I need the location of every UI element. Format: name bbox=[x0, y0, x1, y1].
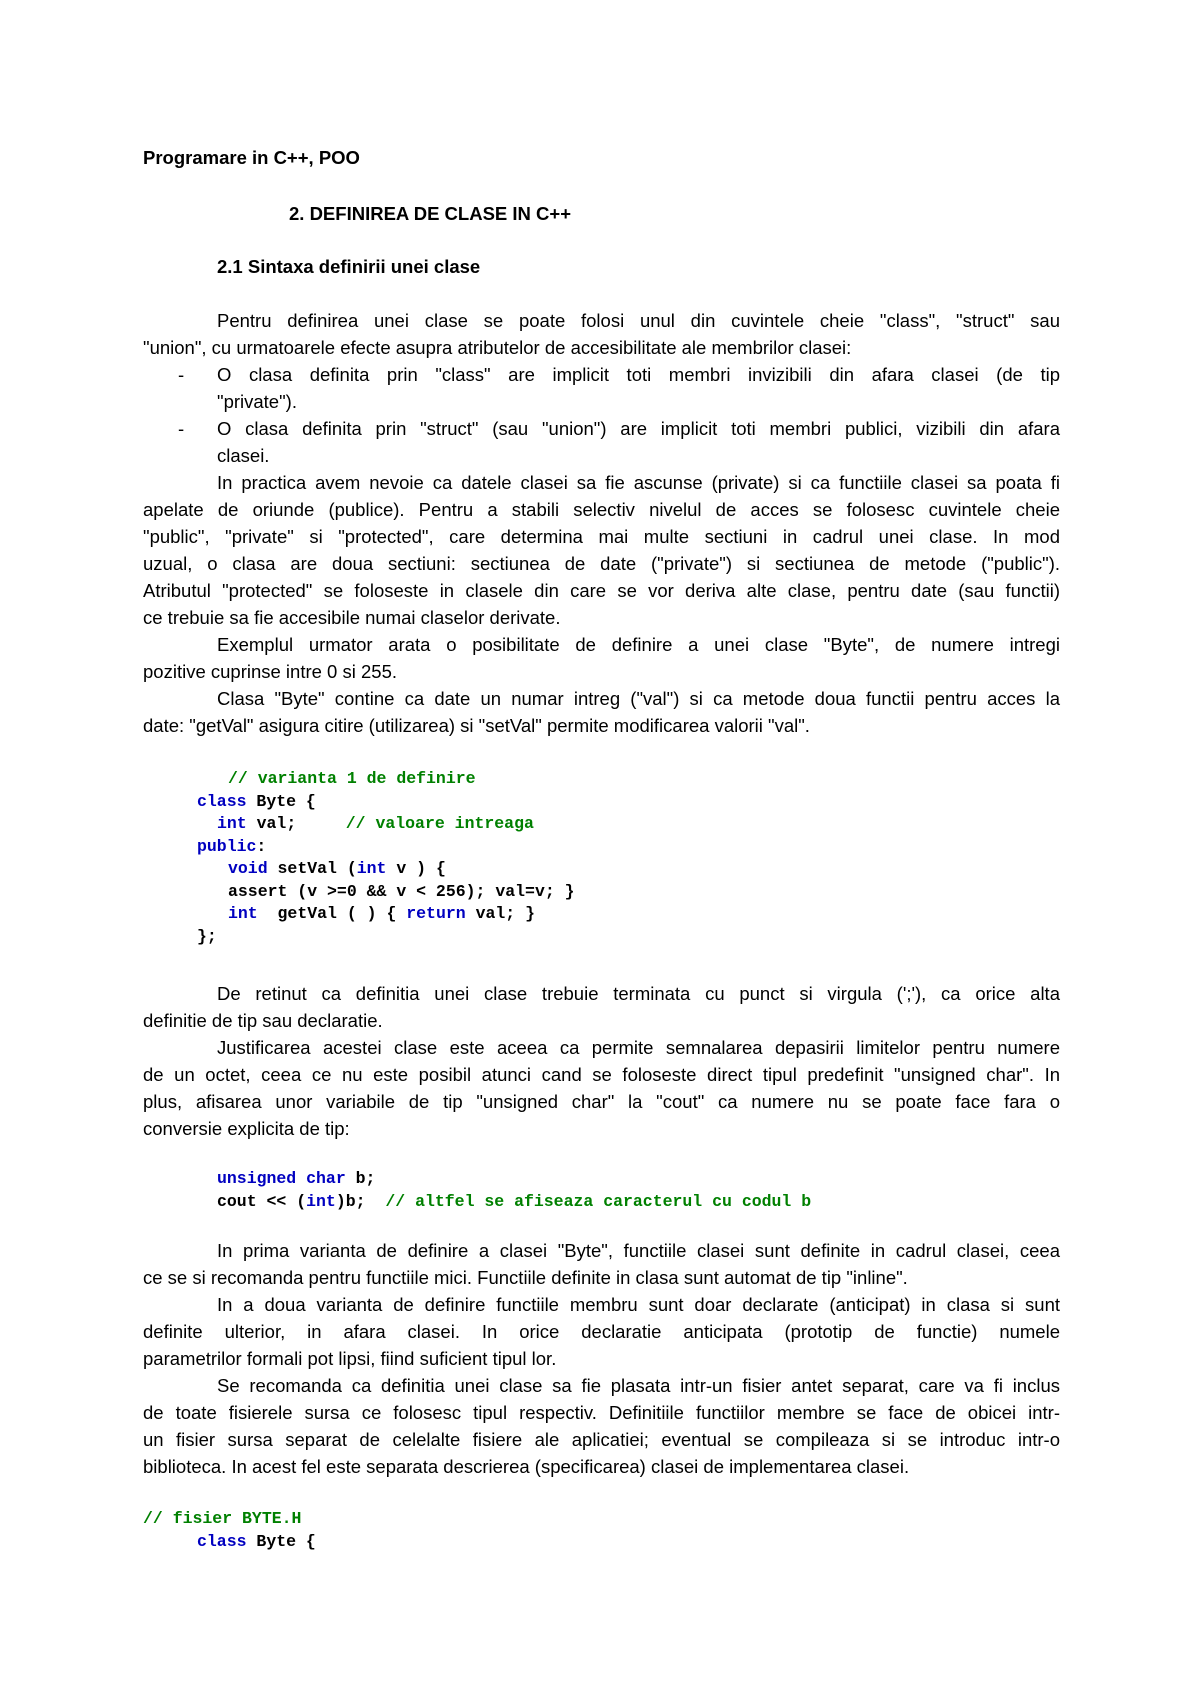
bullet-1-line-1: O clasa definita prin "class" are implicit toti membri invizibili din afara clasei (de tip bbox=[217, 364, 1060, 385]
code-keyword: class bbox=[197, 1532, 247, 1551]
intro-line-2: "union", cu urmatoarele efecte asupra atributelor de accesibilitate ale membrilor clasei: bbox=[143, 337, 852, 358]
code-line bbox=[228, 881, 575, 904]
example-line-2: pozitive cuprinse intre 0 si 255. bbox=[143, 661, 397, 682]
code-line bbox=[217, 813, 534, 836]
code-comment: // fisier BYTE.H bbox=[143, 1509, 302, 1528]
code-comment: // valoare intreaga bbox=[345, 814, 534, 833]
byte-line-1: Clasa "Byte" contine ca date un numar intreg ("val") si ca metode doua functii pentru acces la bbox=[217, 688, 1060, 709]
code-line bbox=[197, 926, 217, 949]
practice-line-5: Atributul "protected" se foloseste in clasele din care se vor deriva alte clase, pentru date (sau functii) bbox=[143, 580, 1060, 601]
retinut-line-1: De retinut ca definitia unei clase trebuie terminata cu punct si virgula (';'), ca orice alta bbox=[217, 983, 1060, 1004]
code-keyword: int bbox=[217, 814, 247, 833]
code-text: val; bbox=[246, 814, 346, 833]
adoua-line-3: parametrilor formali pot lipsi, fiind suficient tipul lor. bbox=[143, 1348, 557, 1369]
code-line bbox=[217, 1191, 811, 1214]
bullet-2-line-2: clasei. bbox=[217, 445, 270, 466]
justif-line-1: Justificarea acestei clase este aceea ca permite semnalarea depasirii limitelor pentru numere bbox=[217, 1037, 1060, 1058]
code-line bbox=[197, 836, 266, 859]
code-text: b; bbox=[345, 1169, 376, 1188]
byte-line-2: date: "getVal" asigura citire (utilizarea) si "setVal" permite modificarea valorii "val". bbox=[143, 715, 810, 736]
code-keyword: int bbox=[228, 904, 258, 923]
adoua-line-1: In a doua varianta de definire functiile membru sunt doar declarate (anticipat) in clasa si sunt bbox=[217, 1294, 1060, 1315]
code-line bbox=[228, 768, 476, 791]
recomanda-line-2: de toate fisierele sursa ce folosesc tipul respectiv. Definitiile functiilor membre se face de obicei intr- bbox=[143, 1402, 1060, 1423]
practice-line-6: ce trebuie sa fie accesibile numai claselor derivate. bbox=[143, 607, 561, 628]
code-keyword: public bbox=[197, 837, 257, 856]
intro-line-1: Pentru definirea unei clase se poate folosi unul din cuvintele cheie "class", "struct" sau bbox=[217, 310, 1060, 331]
example-line-1: Exemplul urmator arata o posibilitate de definire a unei clase "Byte", de numere intregi bbox=[217, 634, 1060, 655]
practice-line-1: In practica avem nevoie ca datele clasei sa fie ascunse (private) si ca functiile clasei sa poata fi bbox=[217, 472, 1060, 493]
bullet-dash: - bbox=[178, 364, 185, 385]
code-line bbox=[143, 1508, 301, 1531]
practice-line-4: uzual, o clasa are doua sectiuni: sectiunea de date ("private") si sectiunea de metode ("public"). bbox=[143, 553, 1060, 574]
practice-line-3: "public", "private" si "protected", care determina mai multe sectiuni in cadrul unei clase. In mod bbox=[143, 526, 1060, 547]
code-comment: // altfel se afiseaza caracterul cu codul b bbox=[385, 1192, 812, 1211]
code-text: }; bbox=[197, 927, 217, 946]
retinut-line-2: definitie de tip sau declaratie. bbox=[143, 1010, 383, 1031]
bullet-2-line-1: O clasa definita prin "struct" (sau "union") are implicit toti membri publici, vizibili din afara bbox=[217, 418, 1060, 439]
code-text: cout << ( bbox=[217, 1192, 307, 1211]
code-keyword: return bbox=[406, 904, 466, 923]
code-text: Byte { bbox=[246, 1532, 316, 1551]
recomanda-line-1: Se recomanda ca definitia unei clase sa fie plasata intr-un fisier antet separat, care va fi inclus bbox=[217, 1375, 1060, 1396]
justif-line-3: plus, afisarea unor variabile de tip "unsigned char" la "cout" ca numere nu se poate face fara o bbox=[143, 1091, 1060, 1112]
code-keyword: class bbox=[197, 792, 247, 811]
adoua-line-2: definite ulterior, in afara clasei. In orice declaratie anticipata (prototip de functie) numele bbox=[143, 1321, 1060, 1342]
code-text: Byte { bbox=[246, 792, 316, 811]
code-line bbox=[228, 858, 446, 881]
code-text: setVal ( bbox=[267, 859, 357, 878]
chapter-title: 2. DEFINIREA DE CLASE IN C++ bbox=[289, 203, 572, 224]
bullet-1-line-2: "private"). bbox=[217, 391, 297, 412]
code-text: assert (v >=0 && v < 256); val=v; } bbox=[228, 882, 575, 901]
code-keyword: int bbox=[306, 1192, 336, 1211]
code-line bbox=[228, 903, 535, 926]
code-keyword: int bbox=[356, 859, 387, 878]
document-header: Programare in C++, POO bbox=[143, 147, 360, 168]
code-line bbox=[217, 1168, 375, 1191]
code-keyword: void bbox=[228, 859, 268, 878]
prima-line-1: In prima varianta de definire a clasei "Byte", functiile clasei sunt definite in cadrul clasei, ceea bbox=[217, 1240, 1060, 1261]
code-text: val; } bbox=[465, 904, 535, 923]
section-title: 2.1 Sintaxa definirii unei clase bbox=[217, 256, 481, 277]
justif-line-2: de un octet, ceea ce nu este posibil atunci cand se foloseste direct tipul predefinit "unsigned char". In bbox=[143, 1064, 1060, 1085]
code-text: getVal ( ) { bbox=[257, 904, 407, 923]
code-text: : bbox=[256, 837, 267, 856]
recomanda-line-3: un fisier sursa separat de celelalte fisiere ale aplicatiei; eventual se compileaza si se introduc intr-o bbox=[143, 1429, 1060, 1450]
code-keyword: unsigned char bbox=[217, 1169, 346, 1188]
code-line bbox=[197, 791, 316, 814]
practice-line-2: apelate de oriunde (publice). Pentru a stabili selectiv nivelul de acces se folosesc cuvintele cheie bbox=[143, 499, 1060, 520]
prima-line-2: ce se si recomanda pentru functiile mici. Functiile definite in clasa sunt automat de tip "inline". bbox=[143, 1267, 908, 1288]
justif-line-4: conversie explicita de tip: bbox=[143, 1118, 350, 1139]
code-line bbox=[197, 1531, 316, 1554]
code-text: )b; bbox=[335, 1192, 386, 1211]
code-comment: // varianta 1 de definire bbox=[228, 769, 476, 788]
bullet-dash: - bbox=[178, 418, 185, 439]
recomanda-line-4: biblioteca. In acest fel este separata descrierea (specificarea) clasei de implementarea clasei. bbox=[143, 1456, 910, 1477]
code-text: v ) { bbox=[386, 859, 446, 878]
